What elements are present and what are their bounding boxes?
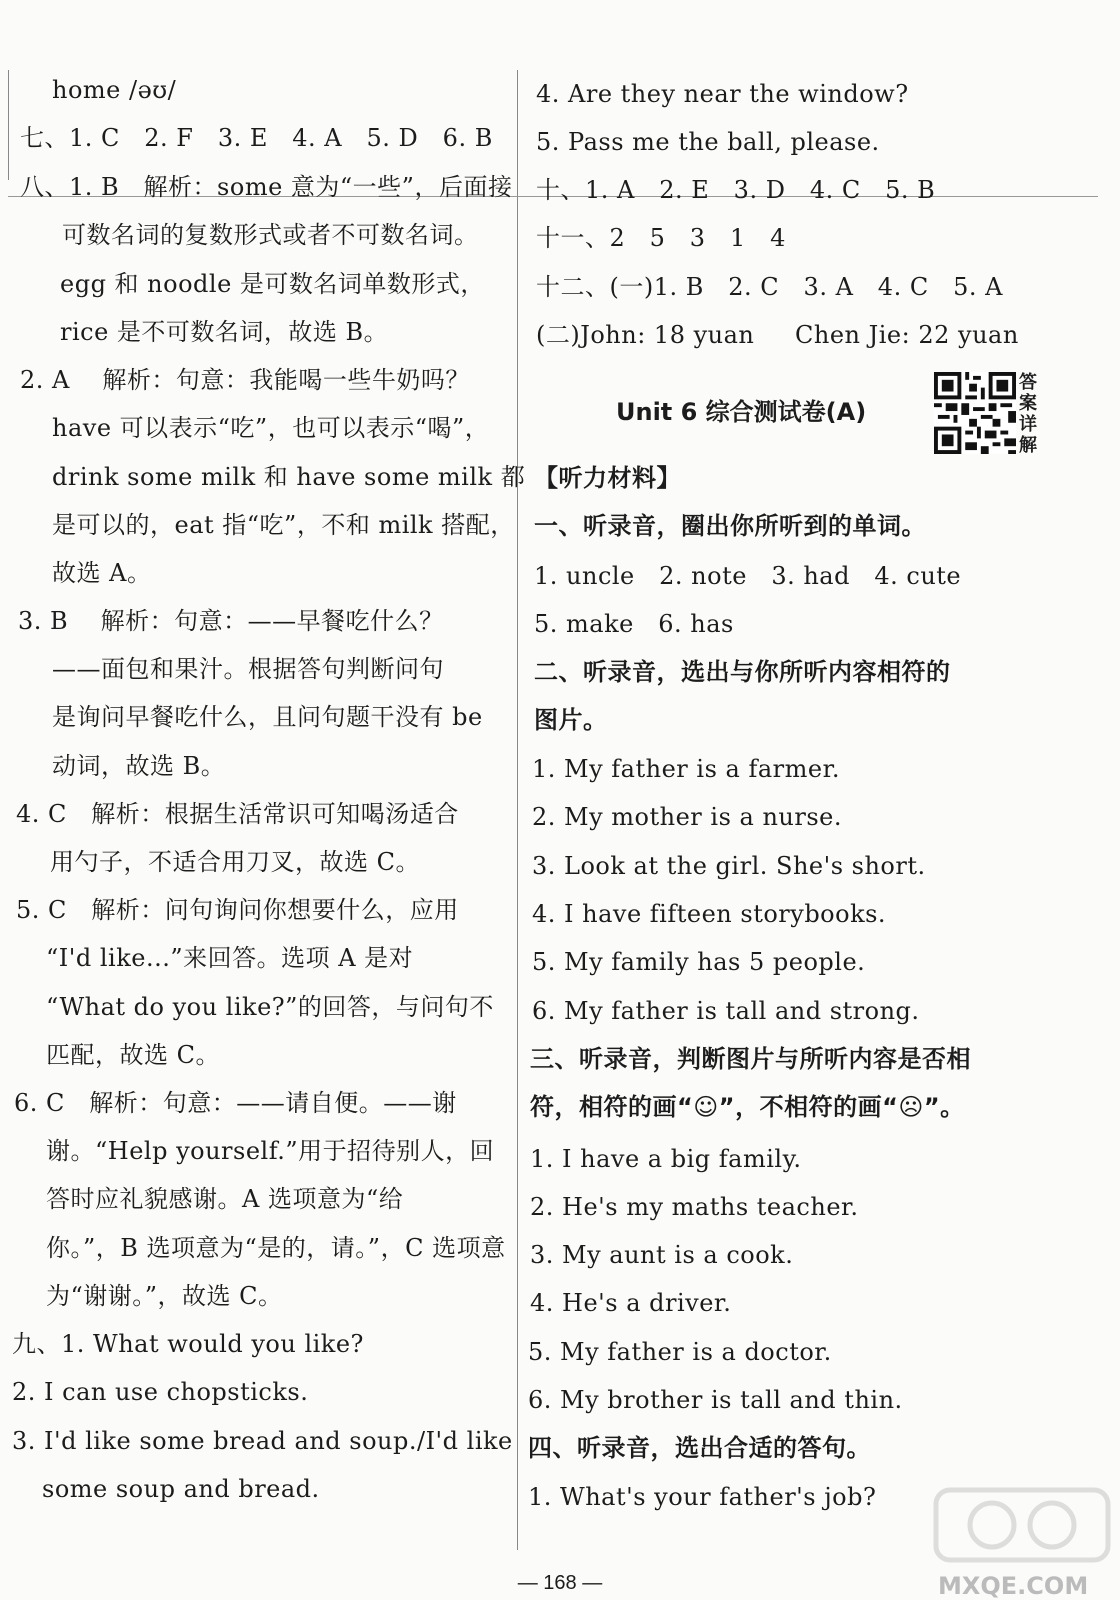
answer-line: 5. My father is a doctor. bbox=[528, 1338, 832, 1366]
unit-title: Unit 6 综合测试卷(A) bbox=[616, 398, 867, 426]
answer-line: 1. I have a big family. bbox=[530, 1145, 802, 1173]
answer-line: drink some milk 和 have some milk 都 bbox=[52, 463, 526, 491]
answer-line: home /əʊ/ bbox=[52, 76, 177, 104]
answer-line: have 可以表示“吃”，也可以表示“喝”， bbox=[52, 414, 490, 442]
qr-code-icon bbox=[934, 372, 1016, 454]
answer-line: 为“谢谢。”，故选 C。 bbox=[46, 1282, 283, 1310]
answer-line: 6. My father is tall and strong. bbox=[532, 997, 920, 1025]
answer-line: 1. What's your father's job? bbox=[528, 1483, 877, 1511]
section-heading: 一、听录音，圈出你所听到的单词。 bbox=[534, 512, 926, 540]
column-divider bbox=[517, 70, 518, 1550]
answer-line: 是询问早餐吃什么，且问句题干没有 be bbox=[52, 703, 483, 731]
answer-line: 4. He's a driver. bbox=[530, 1289, 732, 1317]
section-heading: 图片。 bbox=[534, 706, 608, 734]
answer-line: 十二、(一)1. B 2. C 3. A 4. C 5. A bbox=[536, 273, 1003, 301]
answer-line: 十一、2 5 3 1 4 bbox=[536, 224, 786, 252]
answer-line: 1. My father is a farmer. bbox=[532, 755, 841, 783]
answer-line: 九、1. What would you like? bbox=[12, 1330, 364, 1358]
section-heading: 符，相符的画“☺”，不相符的画“☹”。 bbox=[530, 1093, 965, 1121]
answer-line: rice 是不可数名词，故选 B。 bbox=[60, 318, 389, 346]
section-heading: 三、听录音，判断图片与所听内容是否相 bbox=[530, 1045, 971, 1073]
answer-line: 动词，故选 B。 bbox=[52, 752, 226, 780]
section-heading: 四、听录音，选出合适的答句。 bbox=[528, 1434, 871, 1462]
answer-line: 4. C 解析：根据生活常识可知喝汤适合 bbox=[16, 800, 459, 828]
answer-line: ——面包和果汁。根据答句判断问句 bbox=[52, 655, 444, 683]
left-margin-rule bbox=[8, 70, 9, 180]
qr-code-label: 答案详解 bbox=[1019, 372, 1037, 456]
answer-line: 5. make 6. has bbox=[534, 610, 734, 638]
answer-line: 十、1. A 2. E 3. D 4. C 5. B bbox=[536, 176, 936, 204]
answer-line: 4. Are they near the window? bbox=[536, 80, 909, 108]
answer-line: 5. Pass me the ball, please. bbox=[536, 128, 880, 156]
answer-line: 匹配，故选 C。 bbox=[46, 1041, 220, 1069]
answer-line: some soup and bread. bbox=[42, 1475, 320, 1503]
answer-line: 3. B 解析：句意：——早餐吃什么？ bbox=[18, 607, 444, 635]
answer-line: 5. My family has 5 people. bbox=[532, 948, 866, 976]
answer-line: “I'd like...”来回答。选项 A 是对 bbox=[46, 944, 414, 972]
answer-line: 八、1. B 解析：some 意为“一些”，后面接 bbox=[20, 173, 513, 201]
watermark-text: MXQE.COM bbox=[938, 1572, 1089, 1600]
answer-line: 可数名词的复数形式或者不可数名词。 bbox=[62, 221, 479, 249]
answer-line: “What do you like?”的回答，与问句不 bbox=[46, 993, 494, 1021]
answer-line: 2. He's my maths teacher. bbox=[530, 1193, 859, 1221]
answer-line: (二)John: 18 yuan Chen Jie: 22 yuan bbox=[536, 321, 1019, 349]
answer-line: 2. I can use chopsticks. bbox=[12, 1378, 309, 1406]
section-heading: 【听力材料】 bbox=[534, 464, 681, 492]
answer-line: 用勺子，不适合用刀叉，故选 C。 bbox=[50, 848, 420, 876]
answer-line: 3. My aunt is a cook. bbox=[530, 1241, 794, 1269]
answer-line: 是可以的，eat 指“吃”，不和 milk 搭配， bbox=[52, 511, 515, 539]
page-number: — 168 — bbox=[517, 1572, 603, 1594]
answer-line: 2. My mother is a nurse. bbox=[532, 803, 842, 831]
answer-line: 1. uncle 2. note 3. had 4. cute bbox=[534, 562, 962, 590]
answer-line: 6. C 解析：句意：——请自便。——谢 bbox=[14, 1089, 457, 1117]
answer-line: 谢。“Help yourself.”用于招待别人，回 bbox=[46, 1137, 495, 1165]
answer-line: 5. C 解析：问句询问你想要什么，应用 bbox=[16, 896, 459, 924]
answer-line: 故选 A。 bbox=[52, 559, 152, 587]
answer-line: 3. I'd like some bread and soup./I'd like bbox=[12, 1427, 513, 1455]
section-heading: 二、听录音，选出与你所听内容相符的 bbox=[534, 658, 951, 686]
answer-line: 4. I have fifteen storybooks. bbox=[532, 900, 887, 928]
answer-line: 七、1. C 2. F 3. E 4. A 5. D 6. B bbox=[20, 124, 493, 152]
answer-line: 2. A 解析：句意：我能喝一些牛奶吗？ bbox=[20, 366, 470, 394]
answer-line: egg 和 noodle 是可数名词单数形式， bbox=[60, 270, 485, 298]
answer-line: 答时应礼貌感谢。A 选项意为“给 bbox=[46, 1185, 404, 1213]
answer-line: 6. My brother is tall and thin. bbox=[528, 1386, 903, 1414]
answer-line: 3. Look at the girl. She's short. bbox=[532, 852, 926, 880]
answer-line: 你。”，B 选项意为“是的，请。”，C 选项意 bbox=[46, 1234, 506, 1262]
